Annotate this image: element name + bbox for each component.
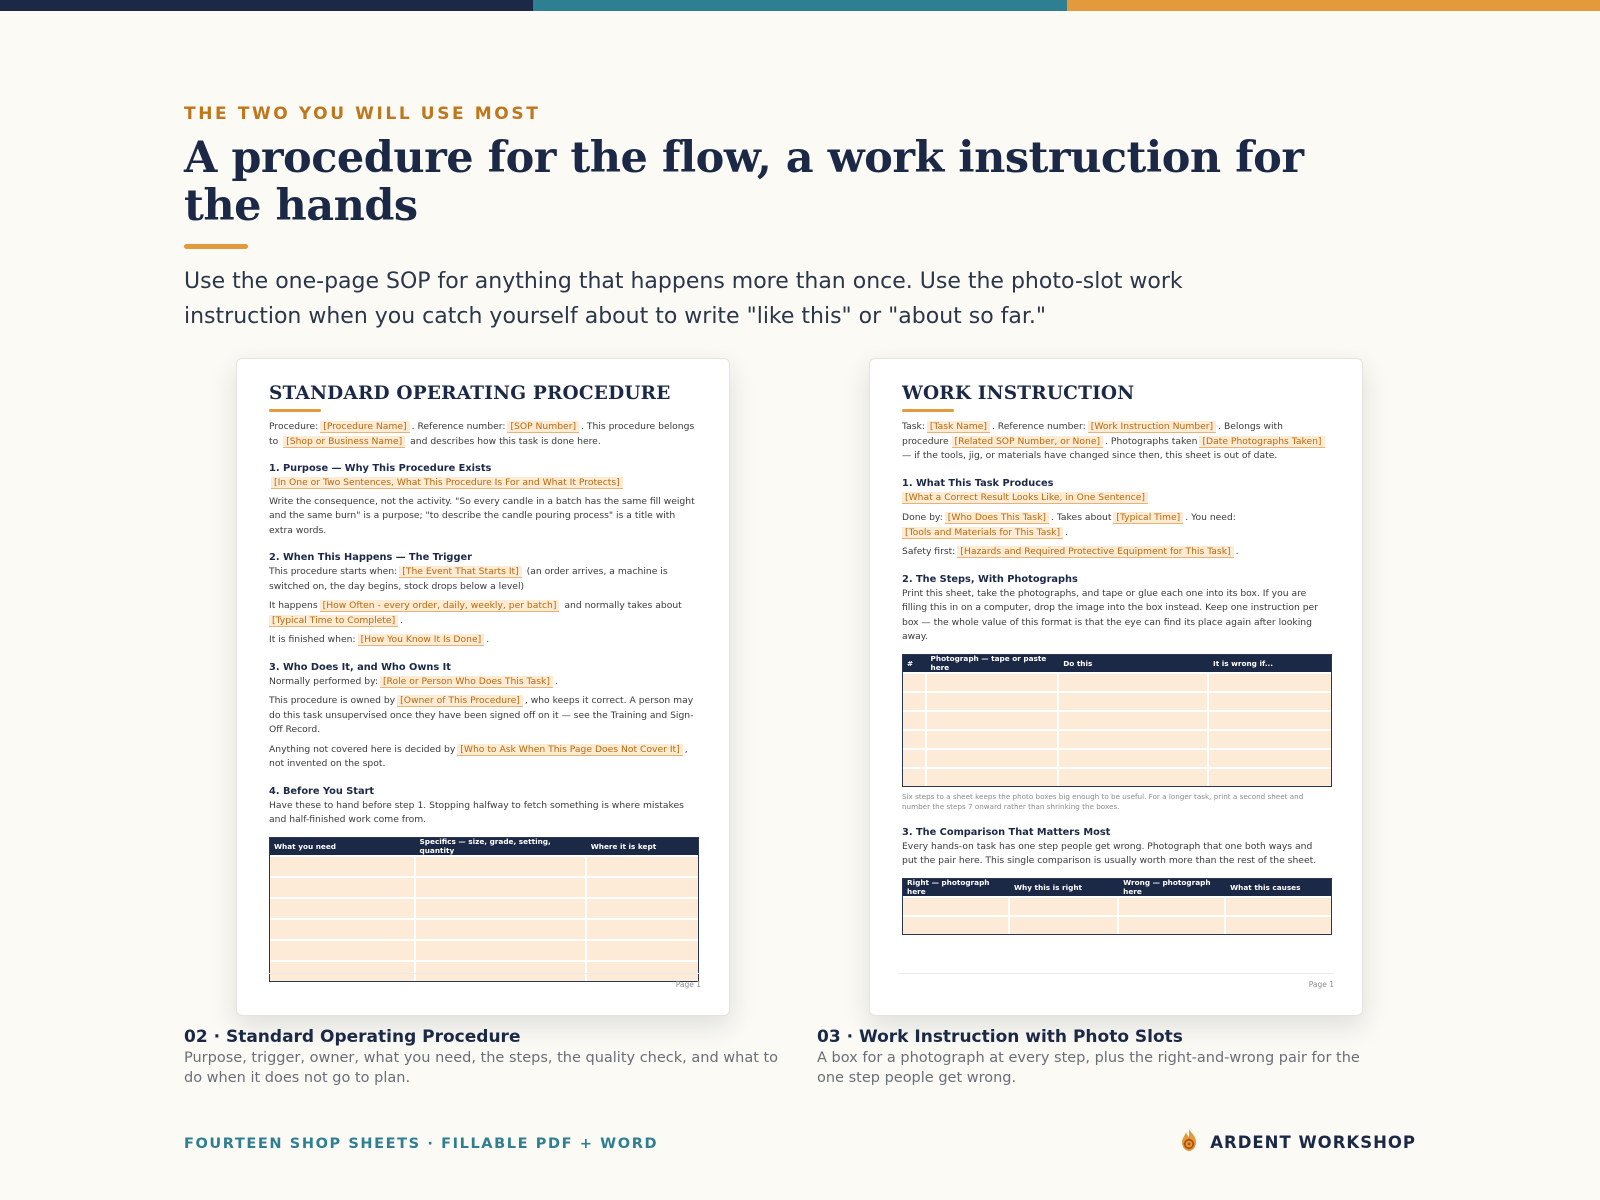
wi-comparison-body: Every hands-on task has one step people get wrong. Photograph that one both ways and put the pair here. This single comparison is usually worth more than the rest of the sheet. [902, 840, 1317, 866]
field-trigger-event[interactable]: [The Event That Starts It] [399, 566, 521, 578]
photo-step-cell[interactable] [927, 712, 1060, 729]
photo-step-cell[interactable] [1059, 693, 1209, 710]
wi-compare-col-causes: What this causes [1230, 882, 1301, 892]
field-typical-time[interactable]: [Typical Time to Complete] [269, 615, 398, 627]
fillable-cell[interactable] [587, 899, 698, 918]
field-hazards[interactable]: [Hazards and Required Protective Equipment for This Task] [957, 546, 1233, 558]
comparison-cell[interactable] [903, 898, 1010, 915]
photo-step-cell[interactable] [1209, 769, 1331, 786]
wi-steps-col-wrong-if: It is wrong if... [1213, 658, 1274, 668]
table-row [903, 710, 1331, 729]
field-task-name[interactable]: [Task Name] [927, 421, 990, 433]
wi-produces-text: . [1065, 526, 1068, 538]
table-row [903, 691, 1331, 710]
wi-done-by-line [902, 511, 1330, 540]
wi-steps-col-do-this: Do this [1063, 658, 1093, 668]
photo-step-cell[interactable] [1209, 731, 1331, 748]
wi-intro-text: . Photographs taken [1105, 435, 1198, 447]
sop-owner-text: , not invented on the spot. [269, 743, 688, 769]
wi-compare-col-why-right: Why this is right [1014, 882, 1082, 892]
field-related-sop[interactable]: [Related SOP Number, or None] [952, 436, 1104, 448]
sop-owner-text: This procedure is owned by [269, 695, 396, 706]
wi-sheet-preview [869, 358, 1363, 1016]
wi-title-rule [902, 409, 954, 412]
sop-owner-line [269, 694, 697, 738]
photo-step-cell[interactable] [903, 712, 927, 729]
brand-name: ARDENT WORKSHOP [1210, 1132, 1416, 1152]
comparison-cell[interactable] [1226, 917, 1331, 934]
wi-produces-text: . Takes about [1051, 512, 1112, 523]
title-accent-rule [184, 244, 248, 249]
photo-step-cell[interactable] [1209, 750, 1331, 767]
wi-produces-text: Done by: [902, 512, 943, 523]
field-frequency[interactable]: [How Often - every order, daily, weekly, per batch] [320, 600, 560, 612]
sop-purpose-body: Write the consequence, not the activity. "So every candle in a batch has the same fill weight and the same burn" is a purpose; "to describe the candle pouring process" is a title with extra words. [269, 495, 695, 536]
sop-caption-desc: Purpose, trigger, owner, what you need, the steps, the quality check, and what to do when it does not go to plan. [184, 1050, 779, 1086]
wi-steps-col-number: # [907, 658, 914, 668]
photo-step-cell[interactable] [1059, 674, 1209, 691]
photo-step-cell[interactable] [927, 750, 1060, 767]
brand-lockup [1178, 1128, 1416, 1156]
fillable-cell[interactable] [416, 920, 587, 939]
wi-steps-note: Six steps to a sheet keeps the photo boxes big enough to be useful. For a longer task, print a second sheet and number the steps 7 onward rather than shrinking the boxes. [902, 791, 1304, 811]
sop-trigger-text: It is finished when: [269, 634, 356, 645]
wi-intro [902, 420, 1330, 464]
comparison-cell[interactable] [1119, 917, 1226, 934]
sop-intro-text: . This procedure belongs to [269, 421, 695, 447]
sop-page-number: Page 1 [265, 973, 701, 989]
table-row [903, 767, 1331, 786]
field-wi-number[interactable]: [Work Instruction Number] [1088, 421, 1216, 433]
field-correct-result[interactable]: [What a Correct Result Looks Like, in One Sentence] [902, 492, 1148, 504]
sop-performer-line [269, 675, 697, 690]
footer-tagline: FOURTEEN SHOP SHEETS · FILLABLE PDF + WORD [184, 1136, 659, 1152]
top-bar-navy [0, 0, 533, 11]
comparison-cell[interactable] [1226, 898, 1331, 915]
field-purpose[interactable]: [In One or Two Sentences, What This Procedure Is For and What It Protects] [271, 477, 623, 489]
sop-owner-text: Normally performed by: [269, 675, 378, 687]
fillable-cell[interactable] [270, 878, 416, 897]
wi-comparison-table [902, 878, 1332, 935]
photo-step-cell[interactable] [903, 750, 927, 767]
fillable-cell[interactable] [270, 857, 416, 876]
wi-steps-table-header [903, 655, 1331, 672]
sop-intro-text: . Reference number: [411, 421, 506, 432]
photo-step-cell[interactable] [903, 693, 927, 710]
page-title: A procedure for the flow, a work instruction for the hands [184, 133, 1304, 231]
field-performer-role[interactable]: [Role or Person Who Does This Task] [380, 676, 553, 688]
sop-trigger-text: . [486, 634, 490, 645]
sop-intro-text: and describes how this task is done here. [410, 435, 601, 447]
fillable-cell[interactable] [270, 941, 416, 960]
table-row [270, 897, 698, 918]
sop-owner-text: Anything not covered here is decided by [269, 743, 456, 755]
sop-trigger-line [269, 565, 697, 594]
wi-intro-text: . Reference number: [991, 421, 1086, 432]
sop-title-rule [269, 409, 321, 412]
sop-owner-text: , who keeps it correct. A person may do this task unsupervised once they have been signed off on it — see the Training and Sign-Off Record. [269, 695, 694, 735]
photo-step-cell[interactable] [927, 693, 1060, 710]
photo-step-cell[interactable] [1209, 712, 1331, 729]
field-done-when[interactable]: [How You Know It Is Done] [358, 634, 485, 646]
photo-step-cell[interactable] [903, 769, 927, 786]
fillable-cell[interactable] [587, 941, 698, 960]
field-procedure-owner[interactable]: [Owner of This Procedure] [397, 695, 523, 707]
sop-frequency-line [269, 599, 697, 628]
table-row [270, 918, 698, 939]
sop-before-start-body: Have these to hand before step 1. Stopping halfway to fetch something is where mistakes and half-finished work come from. [269, 799, 684, 825]
wi-section-steps: 2. The Steps, With Photographs [902, 573, 1078, 585]
table-row [903, 672, 1331, 691]
table-row [270, 855, 698, 876]
sop-sheet-preview [236, 358, 730, 1016]
top-color-bar [0, 0, 1600, 11]
sop-table-col-need: What you need [274, 841, 337, 851]
table-row [270, 876, 698, 897]
top-bar-teal [533, 0, 1066, 11]
photo-step-cell[interactable] [903, 674, 927, 691]
wi-steps-body: Print this sheet, take the photographs, and tape or glue each one into its box. If you are filling this in on a computer, drop the image into the box instead. Keep one instruction per box — the whole value of this format is that the eye can find its place again after looking away. [902, 587, 1318, 642]
photo-step-cell[interactable] [1059, 731, 1209, 748]
sop-intro-text: Procedure: [269, 421, 319, 432]
sop-trigger-text: It happens [269, 600, 318, 611]
comparison-cell[interactable] [1119, 898, 1226, 915]
wi-intro-text: — if the tools, jig, or materials have changed since then, this sheet is out of date. [902, 450, 1278, 461]
sop-materials-table [269, 837, 699, 982]
photo-step-cell[interactable] [1059, 769, 1209, 786]
table-row [903, 915, 1331, 934]
photo-step-cell[interactable] [1059, 750, 1209, 767]
wi-safety-line [902, 545, 1330, 560]
sop-trigger-text: . [400, 614, 404, 626]
photo-step-cell[interactable] [903, 731, 927, 748]
wi-produces-text: . You need: [1185, 512, 1236, 523]
sop-owner-text: . [554, 675, 558, 687]
field-wi-typical-time[interactable]: [Typical Time] [1113, 512, 1183, 524]
fillable-cell[interactable] [270, 920, 416, 939]
sop-section-purpose: 1. Purpose — Why This Procedure Exists [269, 463, 492, 474]
sop-trigger-text: and normally takes about [564, 600, 682, 611]
photo-step-cell[interactable] [927, 769, 1060, 786]
sop-section-owner: 3. Who Does It, and Who Owns It [269, 661, 451, 673]
table-row [903, 896, 1331, 915]
photo-step-cell[interactable] [927, 674, 1060, 691]
fillable-cell[interactable] [587, 878, 698, 897]
wi-caption-title: 03 · Work Instruction with Photo Slots [817, 1027, 1183, 1047]
intro-paragraph: Use the one-page SOP for anything that happens more than once. Use the photo-slot work instruction when you catch yourself about to write "like this" or "about so far." [184, 269, 1183, 329]
wi-intro-text: . Belongs with procedure [902, 421, 1283, 447]
wi-steps-col-photo: Photograph — tape or paste here [930, 654, 1047, 672]
fillable-cell[interactable] [587, 857, 698, 876]
fillable-cell[interactable] [416, 899, 587, 918]
wi-caption-desc: A box for a photograph at every step, plus the right-and-wrong pair for the one step people get wrong. [817, 1050, 1360, 1086]
fillable-cell[interactable] [416, 941, 587, 960]
wi-section-comparison: 3. The Comparison That Matters Most [902, 826, 1111, 838]
fillable-cell[interactable] [587, 920, 698, 939]
sop-intro [269, 420, 697, 449]
sop-section-trigger: 2. When This Happens — The Trigger [269, 552, 472, 563]
wi-compare-col-right-photo: Right — photograph here [907, 878, 990, 896]
wi-intro-text: Task: [902, 421, 925, 432]
top-bar-orange [1067, 0, 1600, 11]
wi-steps-table [902, 654, 1332, 787]
sop-caption-title: 02 · Standard Operating Procedure [184, 1027, 521, 1047]
fillable-cell[interactable] [416, 857, 587, 876]
sop-sheet-title: STANDARD OPERATING PROCEDURE [269, 383, 671, 404]
table-row [903, 729, 1331, 748]
photo-step-cell[interactable] [1209, 674, 1331, 691]
wi-compare-col-wrong-photo: Wrong — photograph here [1123, 878, 1211, 896]
sop-table-col-specifics: Specifics — size, grade, setting, quantity [419, 837, 551, 855]
wi-page-number: Page 1 [898, 973, 1334, 989]
sop-finished-line [269, 633, 697, 648]
field-tools-materials[interactable]: [Tools and Materials for This Task] [902, 527, 1063, 539]
table-row [270, 939, 698, 960]
eyebrow-label: THE TWO YOU WILL USE MOST [184, 104, 541, 124]
wi-produces-text: Safety first: [902, 546, 956, 557]
field-business-name[interactable]: [Shop or Business Name] [283, 436, 405, 448]
field-done-by[interactable]: [Who Does This Task] [945, 512, 1049, 524]
sop-trigger-text: (an order arrives, a machine is switched on, the day begins, stock drops below a level) [269, 566, 668, 592]
sop-escalation-line [269, 743, 697, 772]
sop-trigger-text: This procedure starts when: [269, 566, 398, 577]
table-row [903, 748, 1331, 767]
comparison-cell[interactable] [903, 917, 1010, 934]
field-escalation-contact[interactable]: [Who to Ask When This Page Does Not Cover It] [457, 744, 682, 756]
photo-step-cell[interactable] [1209, 693, 1331, 710]
wi-sheet-title: WORK INSTRUCTION [902, 383, 1135, 404]
comparison-cell[interactable] [1010, 917, 1119, 934]
photo-step-cell[interactable] [927, 731, 1060, 748]
photo-step-cell[interactable] [1059, 712, 1209, 729]
fillable-cell[interactable] [416, 878, 587, 897]
comparison-cell[interactable] [1010, 898, 1119, 915]
field-sop-number[interactable]: [SOP Number] [507, 421, 579, 433]
wi-section-produces: 1. What This Task Produces [902, 477, 1054, 489]
field-photo-date[interactable]: [Date Photographs Taken] [1199, 436, 1324, 448]
field-procedure-name[interactable]: [Procedure Name] [320, 421, 409, 433]
wi-produces-text: . [1235, 546, 1239, 557]
sop-section-before-start: 4. Before You Start [269, 785, 375, 797]
sop-table-col-location: Where it is kept [590, 841, 657, 851]
wi-compare-table-header [903, 879, 1331, 896]
flame-gear-icon [1178, 1128, 1200, 1156]
sop-table-header [270, 838, 698, 855]
fillable-cell[interactable] [270, 899, 416, 918]
